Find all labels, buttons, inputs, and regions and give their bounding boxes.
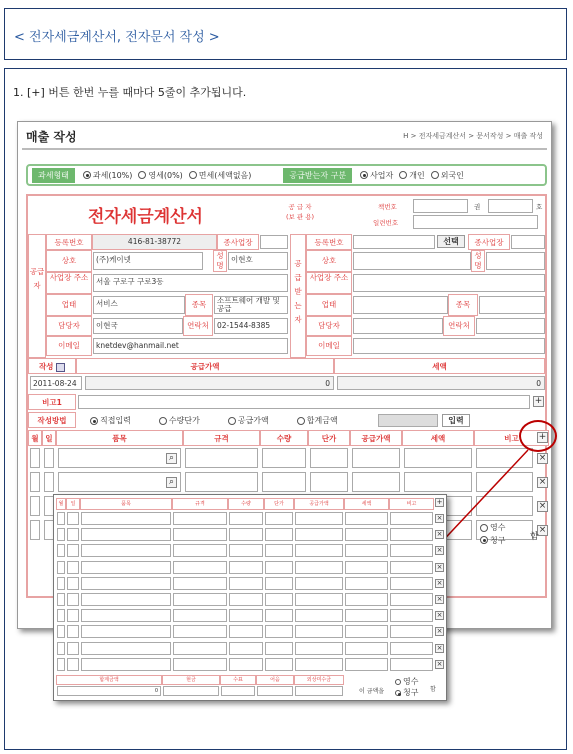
zoom-col-header: 단가 <box>264 498 294 510</box>
zoom-cell-input[interactable] <box>67 609 79 622</box>
receiver-ceo-label: 성명 <box>471 250 485 272</box>
zoom-cell-input[interactable] <box>390 577 433 590</box>
zoom-cell-input[interactable] <box>345 625 388 638</box>
receiver-section: 공급받는자 <box>290 234 306 358</box>
date-input[interactable]: 2011-08-24 <box>30 376 82 390</box>
zoom-cell-input[interactable] <box>265 512 293 525</box>
supplier-email-label: 이메일 <box>46 336 92 356</box>
zoom-cell-input[interactable] <box>67 544 79 557</box>
delete-row-icon[interactable]: × <box>436 546 443 555</box>
zoom-cell-input[interactable] <box>295 593 343 606</box>
zoom-cell-input[interactable] <box>295 528 343 541</box>
zoom-cell-input[interactable] <box>81 593 171 606</box>
receiver-reg-label: 등록번호 <box>306 234 352 250</box>
zoom-cell-input[interactable] <box>390 593 433 606</box>
supplier-person-input[interactable]: 이현국 <box>93 318 183 334</box>
supplier-name-input[interactable]: (주)케이넷 <box>93 252 203 270</box>
zoom-cell-input[interactable] <box>81 544 171 557</box>
receiver-type-label: 업태 <box>306 294 352 316</box>
zoom-total-label: 수표 <box>220 675 256 685</box>
zoom-cell-input[interactable] <box>57 544 65 557</box>
zoom-cell-input[interactable] <box>229 609 263 622</box>
zoom-cell-input[interactable] <box>265 561 293 574</box>
zoom-cell-input[interactable] <box>81 577 171 590</box>
zoom-cell-input[interactable] <box>390 625 433 638</box>
receiver-name-label: 상호 <box>306 250 352 272</box>
delete-row-icon[interactable]: × <box>436 643 443 652</box>
zoom-cell-input[interactable] <box>265 544 293 557</box>
zoom-cell-input[interactable] <box>173 512 227 525</box>
zoom-col-header: 수량 <box>228 498 264 510</box>
zoom-cell-input[interactable] <box>390 512 433 525</box>
radio-icon <box>395 690 401 696</box>
memo-label: 비고1 <box>28 394 76 410</box>
delete-row-icon[interactable]: × <box>436 562 443 571</box>
delete-row-icon[interactable]: × <box>538 453 547 463</box>
zoom-cell-input[interactable] <box>67 528 79 541</box>
zoom-cell-input[interactable] <box>265 642 293 655</box>
zoom-cell-input[interactable] <box>81 528 171 541</box>
supplier-name-label: 상호 <box>46 250 92 272</box>
supplier-person-label: 담당자 <box>46 316 92 336</box>
zoom-receipt-claim[interactable] <box>395 687 418 698</box>
zoom-cell-input[interactable] <box>67 625 79 638</box>
zoom-cell-input[interactable] <box>345 512 388 525</box>
supply-value: 0 <box>85 376 334 390</box>
table-col-header: 세액 <box>402 430 474 446</box>
zoom-cell-input[interactable] <box>67 642 79 655</box>
memo-add-icon[interactable]: + <box>534 396 543 406</box>
screen-breadcrumb: H > 전자세금계산서 > 문서작성 > 매출 작성 <box>403 132 543 140</box>
supplier-section: 공급자 <box>28 234 46 358</box>
zoom-cell-input[interactable] <box>57 528 65 541</box>
radio-label: 개인 <box>409 170 425 180</box>
zoom-cell-input[interactable] <box>229 625 263 638</box>
zoom-total-label: 합계금액 <box>56 675 162 685</box>
amount-suffix: 함 <box>530 532 539 542</box>
zoom-cell-input[interactable] <box>295 577 343 590</box>
zoom-cell-input[interactable] <box>173 658 227 671</box>
table-col-header: 품목 <box>56 430 183 446</box>
zoom-cell-input[interactable] <box>229 593 263 606</box>
zoom-cell-input[interactable] <box>57 625 65 638</box>
zoom-cell-input[interactable] <box>81 658 171 671</box>
zoom-cell-input[interactable] <box>390 561 433 574</box>
zoom-cell-input[interactable] <box>173 593 227 606</box>
zoom-cell-input[interactable] <box>229 658 263 671</box>
search-icon[interactable]: ⌕ <box>166 453 177 464</box>
radio-label: 청구 <box>490 535 506 545</box>
zoom-cell-input[interactable] <box>173 625 227 638</box>
zoom-total-label: 외상미수금 <box>294 675 344 685</box>
zoom-cell-input[interactable] <box>265 658 293 671</box>
table-col-header: 월 <box>28 430 42 446</box>
zoom-cell-input[interactable] <box>345 642 388 655</box>
zoom-col-header: 월 <box>56 498 66 510</box>
zoom-cell-input[interactable] <box>173 561 227 574</box>
zoom-total-label: 어음 <box>256 675 294 685</box>
zoom-cell-input[interactable] <box>57 512 65 525</box>
zoom-cell-input[interactable] <box>57 561 65 574</box>
zoom-col-header: 세액 <box>344 498 389 510</box>
zoom-cell-input[interactable] <box>81 512 171 525</box>
zoom-add-icon[interactable]: + <box>436 498 443 506</box>
zoom-cell-input[interactable] <box>173 609 227 622</box>
invoice-title: 전자세금계산서 <box>88 207 203 227</box>
zoom-cell-input[interactable] <box>345 577 388 590</box>
zoom-cell-input[interactable] <box>81 561 171 574</box>
zoom-cell-input[interactable] <box>67 593 79 606</box>
zoom-cell-input[interactable] <box>295 642 343 655</box>
radio-label: 청구 <box>403 688 419 697</box>
zoom-total-value <box>295 686 343 696</box>
radio-label: 합계금액 <box>306 416 338 425</box>
radio-label: 수량단가 <box>168 416 200 425</box>
supplier-item-label: 종목 <box>185 294 213 316</box>
page-breadcrumb: < 전자세금계산서, 전자문서 작성 > <box>4 8 567 60</box>
zoom-cell-input[interactable] <box>265 577 293 590</box>
zoom-cell-input[interactable] <box>295 625 343 638</box>
zoom-total-value <box>163 686 219 696</box>
add-rows-icon[interactable]: + <box>538 432 547 442</box>
table-col-header: 규격 <box>183 430 260 446</box>
zoom-cell-input[interactable] <box>265 528 293 541</box>
zoom-col-header: 공급가액 <box>294 498 344 510</box>
radio-label: 과세(10%) <box>92 170 133 180</box>
zoom-cell-input[interactable] <box>173 577 227 590</box>
delete-row-icon[interactable]: × <box>538 477 547 487</box>
supplier-phone-input[interactable]: 02-1544-8385 <box>214 318 288 334</box>
zoom-cell-input[interactable] <box>67 577 79 590</box>
supplier-reg-label: 등록번호 <box>46 234 92 250</box>
zoom-cell-input[interactable] <box>229 544 263 557</box>
book-no-label: 책번호 <box>378 203 397 211</box>
receiver-item-label: 종목 <box>448 294 478 316</box>
zoom-cell-input[interactable] <box>173 528 227 541</box>
zoom-cell-input[interactable] <box>390 609 433 622</box>
zoom-cell-input[interactable] <box>265 609 293 622</box>
receiver-type-label: 공급받는자 구분 <box>283 168 352 183</box>
receiver-sub-label: 종사업장 <box>468 234 510 250</box>
supplier-ceo-label: 성명 <box>213 250 227 272</box>
write-label-text: 작성 <box>38 362 54 371</box>
zoom-col-header: 일 <box>66 498 80 510</box>
tax-value: 0 <box>337 376 545 390</box>
delete-row-icon[interactable]: × <box>436 530 443 539</box>
zoom-suffix: 함 <box>430 686 436 693</box>
zoom-cell-input[interactable] <box>57 577 65 590</box>
serial-label: 일련번호 <box>373 219 399 227</box>
radio-label: 영수 <box>490 523 506 532</box>
zoom-total-value <box>257 686 293 696</box>
supply-label: 공급가액 <box>76 358 334 374</box>
book-ho: 호 <box>536 203 543 211</box>
search-icon[interactable]: ⌕ <box>166 477 177 488</box>
receiver-select-button[interactable]: 선택 <box>437 235 465 248</box>
table-col-header: 비고 <box>474 430 549 446</box>
supplier-addr-label: 사업장 주소 <box>46 272 92 294</box>
zoom-receipt <box>395 676 424 698</box>
input-button[interactable]: 입력 <box>442 414 470 427</box>
zoom-cell-input[interactable] <box>229 528 263 541</box>
zoom-cell-input[interactable] <box>295 561 343 574</box>
receiver-addr-label: 사업장 주소 <box>306 272 352 294</box>
zoom-cell-input[interactable] <box>57 593 65 606</box>
zoom-cell-input[interactable] <box>390 642 433 655</box>
radio-label: 공급가액 <box>237 416 269 425</box>
zoom-cell-input[interactable] <box>345 593 388 606</box>
delete-row-icon[interactable]: × <box>538 525 547 535</box>
zoom-cell-input[interactable] <box>295 609 343 622</box>
table-col-header: 수량 <box>260 430 308 446</box>
delete-row-icon[interactable]: × <box>436 659 443 668</box>
delete-row-icon[interactable]: × <box>436 595 443 603</box>
table-col-header: 일 <box>42 430 56 446</box>
zoom-cell-input[interactable] <box>57 642 65 655</box>
zoom-cell-input[interactable] <box>173 642 227 655</box>
radio-label: 직접입력 <box>100 416 131 425</box>
book-kwon: 권 <box>474 203 481 211</box>
delete-row-icon[interactable]: × <box>436 578 443 587</box>
receiver-email-label: 이메일 <box>306 336 352 356</box>
zoom-cell-input[interactable] <box>390 658 433 671</box>
zoom-cell-input[interactable] <box>295 544 343 557</box>
zoom-col-header: 규격 <box>172 498 228 510</box>
copy-label: 공 급 자 (보 관 용) <box>286 203 315 221</box>
radio-label: 영수 <box>403 677 419 686</box>
zoom-cell-input[interactable] <box>345 561 388 574</box>
supplier-reg-no: 416-81-38772 <box>92 234 217 250</box>
delete-row-icon[interactable]: × <box>538 501 547 511</box>
zoom-cell-input[interactable] <box>67 561 79 574</box>
zoom-cell-input[interactable] <box>345 528 388 541</box>
tax-label: 세액 <box>334 358 545 374</box>
zoom-total-value <box>221 686 255 696</box>
radio-label: 외국인 <box>440 170 464 180</box>
zoom-col-header: 품목 <box>80 498 172 510</box>
supplier-sub-label: 종사업장 <box>217 234 259 250</box>
table-col-header: 공급가액 <box>350 430 402 446</box>
method-label: 작성방법 <box>28 412 76 428</box>
supplier-type-input[interactable]: 서비스 <box>93 296 185 314</box>
zoom-cell-input[interactable] <box>229 642 263 655</box>
supplier-item-input[interactable]: 소프트웨어 개발 및 공급 <box>214 296 288 314</box>
supplier-addr-input[interactable]: 서울 구로구 구로3동 <box>93 274 288 292</box>
zoom-col-header: 비고 <box>389 498 434 510</box>
zoom-cell-input[interactable] <box>229 561 263 574</box>
radio-label: 사업자 <box>370 170 394 180</box>
supplier-ceo-input[interactable]: 이현호 <box>228 252 288 270</box>
zoom-cell-input[interactable] <box>265 625 293 638</box>
zoom-cell-input[interactable] <box>390 544 433 557</box>
supplier-email-input[interactable]: knetdev@hanmail.net <box>93 338 288 354</box>
zoom-cell-input[interactable] <box>57 658 65 671</box>
zoom-cell-input[interactable] <box>345 658 388 671</box>
radio-icon <box>395 679 401 685</box>
zoom-total-label: 현금 <box>162 675 220 685</box>
zoom-cell-input[interactable] <box>345 544 388 557</box>
zoom-cell-input[interactable] <box>81 625 171 638</box>
zoom-cell-input[interactable] <box>265 593 293 606</box>
receiver-phone-label: 연락처 <box>443 316 475 336</box>
zoom-receipt-paid[interactable] <box>395 676 418 687</box>
expanded-table-popup <box>53 494 447 701</box>
instruction-note: 1. [+] 버튼 한번 누를 때마다 5줄이 추가됩니다. <box>13 86 247 99</box>
radio-label: 면세(세액없음) <box>198 170 252 180</box>
receiver-person-label: 담당자 <box>306 316 352 336</box>
table-col-header: 단가 <box>308 430 350 446</box>
zoom-cell-input[interactable] <box>67 658 79 671</box>
delete-row-icon[interactable]: × <box>436 627 443 636</box>
zoom-cell-input[interactable] <box>81 642 171 655</box>
delete-row-icon[interactable]: × <box>436 514 443 522</box>
tax-type-label: 과세형태 <box>32 168 75 183</box>
zoom-total-value: 0 <box>57 686 161 696</box>
screen-title: 매출 작성 <box>26 130 77 144</box>
zoom-cell-input[interactable] <box>295 512 343 525</box>
zoom-cell-input[interactable] <box>173 544 227 557</box>
zoom-cell-input[interactable] <box>345 609 388 622</box>
zoom-cell-input[interactable] <box>67 512 79 525</box>
radio-label: 영세(0%) <box>148 170 183 180</box>
zoom-sentence: 이 금액을 <box>359 688 385 695</box>
zoom-cell-input[interactable] <box>81 609 171 622</box>
zoom-cell-input[interactable] <box>57 609 65 622</box>
supplier-phone-label: 연락처 <box>183 316 213 336</box>
zoom-cell-input[interactable] <box>229 577 263 590</box>
zoom-cell-input[interactable] <box>229 512 263 525</box>
delete-row-icon[interactable]: × <box>436 611 443 620</box>
zoom-cell-input[interactable] <box>295 658 343 671</box>
zoom-cell-input[interactable] <box>390 528 433 541</box>
supplier-type-label: 업태 <box>46 294 92 316</box>
